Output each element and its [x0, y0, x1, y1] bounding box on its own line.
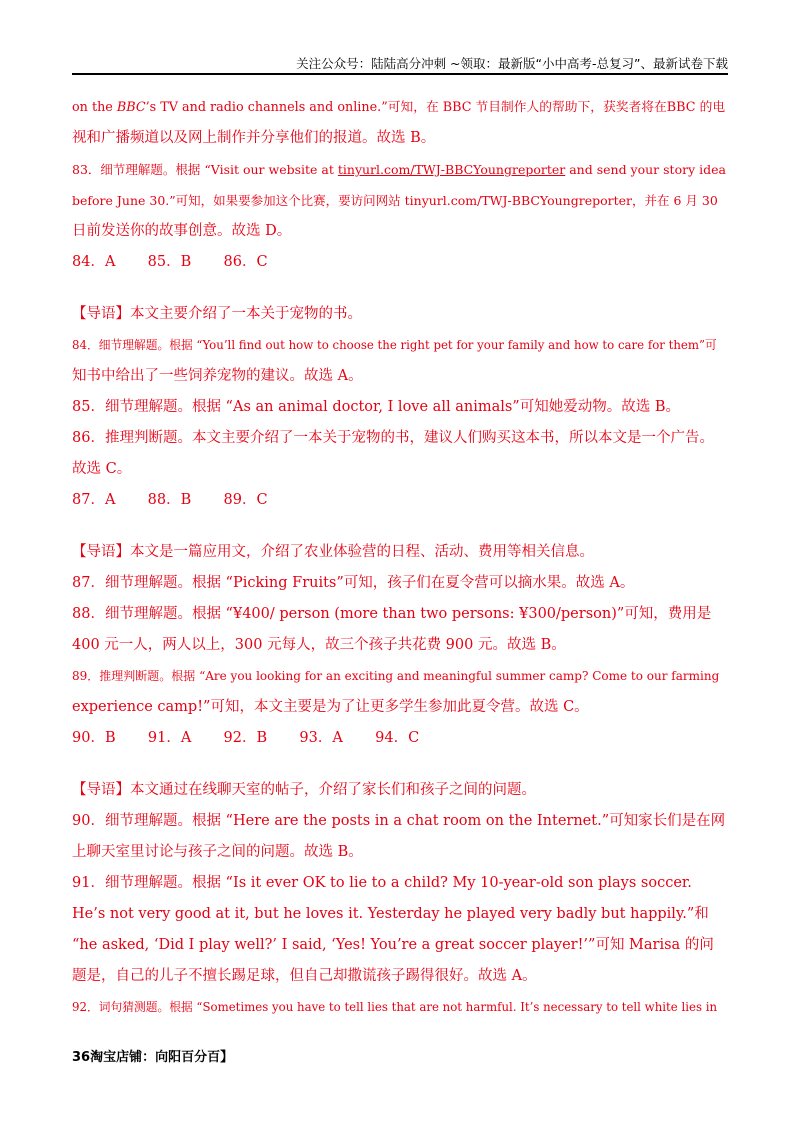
q83-explanation: 83．细节理解题。根据 “Visit our website at tinyurl.com/TWJ-BBCYoungreporter and send your story idea	[72, 162, 726, 177]
answer-row: 90．B 91．A 92．B 93．A 94．C	[72, 730, 420, 746]
answer-row: 87．A 88．B 89．C	[72, 492, 268, 508]
page-footer	[72, 1046, 233, 1065]
answer-key-content	[72, 92, 728, 1023]
q90-explanation: 90．细节理解题。根据 “Here are the posts in a chat room on the Internet.”可知家长们是在网上聊天室里讨论与孩子之间的问题。故选 B。	[72, 813, 726, 860]
header-rule	[72, 73, 728, 75]
footer-shop-text: 淘宝店铺：向阳百分百】	[90, 1050, 234, 1065]
contest-link[interactable]: tinyurl.com/TWJ-BBCYoungreporter	[337, 162, 566, 177]
guide-passage: 【导语】本文是一篇应用文，介绍了农业体验营的日程、活动、费用等相关信息。	[72, 544, 594, 560]
guide-passage: 【导语】本文通过在线聊天室的帖子，介绍了家长们和孩子之间的问题。	[72, 782, 536, 798]
q91-explanation: 91．细节理解题。根据 “Is it ever OK to lie to a child? My 10-year-old son plays soccer. He’s not very good at it, but he loves it. Yesterday he played very badly but happily.”和 “he asked, ‘Did I play well?’ I said, ‘Yes! You’re a great soccer player!’”可知 Marisa 的问题是，自己的儿子不擅长踢足球，但自己却撒谎孩子踢得很好。故选 A。	[72, 875, 714, 984]
q89-explanation: 89．推理判断题。根据 “Are you looking for an exciting and meaningful summer camp? Come to our farming	[72, 669, 720, 683]
text-line: 日前发送你的故事创意。故选 D。	[72, 223, 292, 239]
text-line: 知书中给出了一些饲养宠物的建议。故选 A。	[72, 368, 363, 384]
answer-row: 84．A 85．B 86．C	[72, 254, 268, 270]
q84-explanation: 84．细节理解题。根据 “You’ll find out how to choose the right pet for your family and how to care for them”可	[72, 338, 717, 352]
guide-passage: 【导语】本文主要介绍了一本关于宠物的书。	[72, 306, 362, 322]
page-header: 关注公众号：陆陆高分冲刺 ~领取：最新版“小中高考-总复习”、最新试卷下载	[296, 56, 728, 71]
q86-explanation: 86．推理判断题。本文主要介绍了一本关于宠物的书，建议人们购买这本书，所以本文是一个广告。故选 C。	[72, 430, 714, 477]
page-number: 36	[72, 1050, 91, 1065]
q85-explanation: 85．细节理解题。根据 “As an animal doctor, I love all animals”可知她爱动物。故选 B。	[72, 399, 680, 415]
text-line: on the BBC’s TV and radio channels and online.”可知，在 BBC 节目制作人的帮助下，获奖者将在BBC 的电	[72, 100, 726, 115]
q88-explanation: 88．细节理解题。根据 “¥400/ person (more than two persons: ¥300/person)”可知，费用是 400 元一人，两人以上，300 元每人，故三个孩子共花费 900 元。故选 B。	[72, 606, 712, 653]
text-line: experience camp!”可知，本文主要是为了让更多学生参加此夏令营。故选 C。	[72, 699, 589, 715]
q92-explanation: 92．词句猜测题。根据 “Sometimes you have to tell lies that are not harmful. It’s necessary to tell white lies in	[72, 1000, 718, 1014]
text-line: before June 30.”可知，如果要参加这个比赛，要访问网站 tinyurl.com/TWJ-BBCYoungreporter，并在 6 月 30	[72, 193, 718, 208]
q87-explanation: 87．细节理解题。根据 “Picking Fruits”可知，孩子们在夏令营可以摘水果。故选 A。	[72, 575, 635, 591]
text-line: 视和广播频道以及网上制作并分享他们的报道。故选 B。	[72, 130, 436, 146]
